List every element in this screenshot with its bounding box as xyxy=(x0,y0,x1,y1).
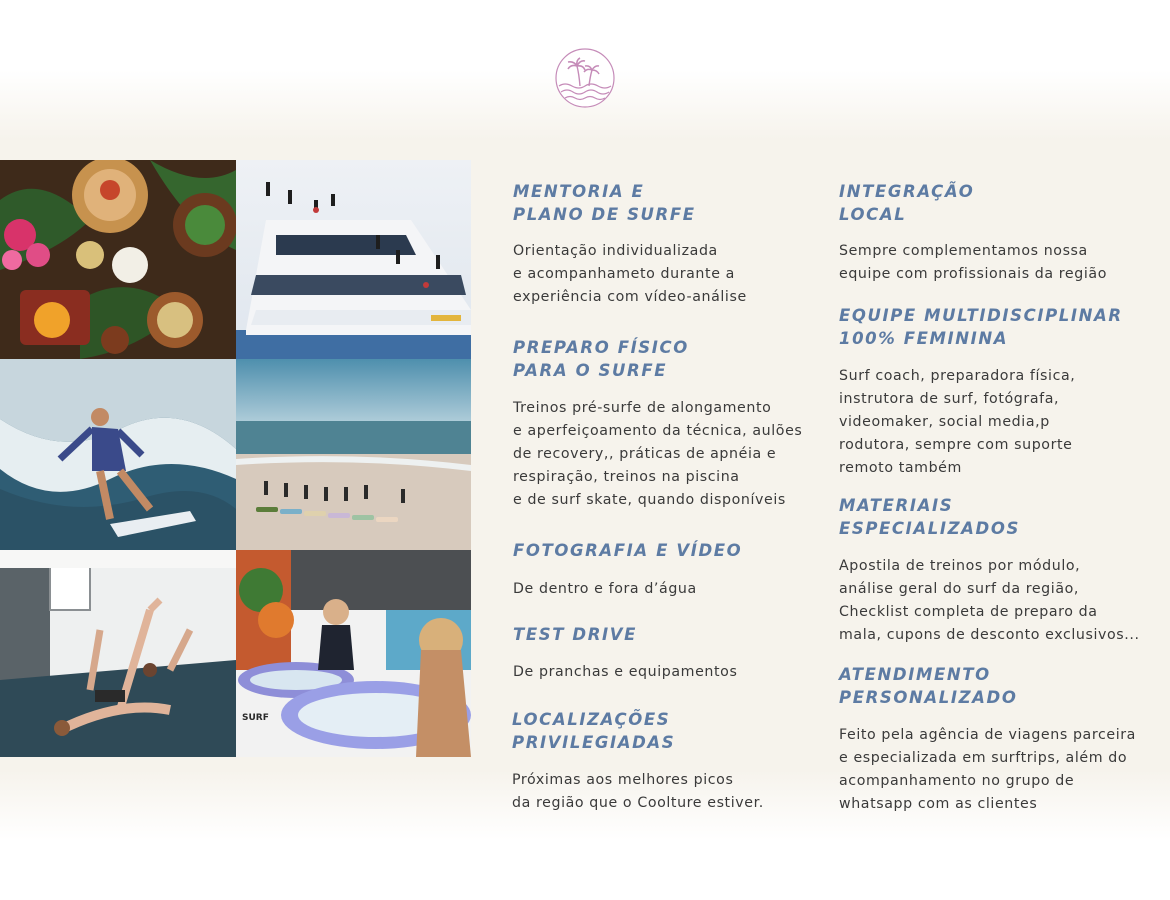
feature-title: EQUIPE MULTIDISCIPLINAR 100% FEMININA xyxy=(839,306,1123,348)
feature-title: TEST DRIVE xyxy=(513,625,637,644)
food-spread-photo xyxy=(0,160,236,359)
feature-description: Sempre complementamos nossa equipe com profissionais da região xyxy=(839,243,1107,282)
feature-description: Orientação individualizada e acompanhameto durante a experiência com vídeo-análise xyxy=(513,243,747,305)
features-right-column xyxy=(839,180,1159,816)
feature-description: Feito pela agência de viagens parceira e especializada em surftrips, além do acompanhamento no grupo de whatsapp com as clientes xyxy=(839,727,1136,812)
feature-atendimento xyxy=(839,663,1159,816)
ice-bath-photo xyxy=(236,550,471,757)
feature-title: FOTOGRAFIA E VÍDEO xyxy=(513,541,743,560)
feature-fotografia xyxy=(513,539,813,601)
feature-title: PREPARO FÍSICO PARA O SURFE xyxy=(513,338,689,380)
logo-icon xyxy=(553,46,617,110)
feature-description: De dentro e fora d’água xyxy=(513,581,697,597)
palm-sun-waves-logo xyxy=(553,46,617,110)
feature-description: Próximas aos melhores picos da região que o Coolture estiver. xyxy=(512,772,764,811)
feature-materiais xyxy=(839,494,1159,647)
feature-integracao xyxy=(839,180,1159,286)
feature-mentoria xyxy=(513,180,813,309)
svg-text:SURF: SURF xyxy=(242,713,269,723)
feature-localizacoes xyxy=(512,708,813,815)
yoga-stretch-photo xyxy=(0,550,236,757)
feature-preparo-fisico xyxy=(513,336,813,512)
feature-title: LOCALIZAÇÕES PRIVILEGIADAS xyxy=(512,710,676,752)
feature-description: Surf coach, preparadora física, instrutora de surf, fotógrafa, videomaker, social media,p rodutora, sempre com suporte remoto também xyxy=(839,368,1076,476)
feature-test-drive xyxy=(513,623,813,684)
feature-description: Apostila de treinos por módulo, análise geral do surf da região, Checklist completa de preparo da mala, cupons de desconto exclusivos... xyxy=(839,558,1140,643)
feature-description: De pranchas e equipamentos xyxy=(513,664,738,680)
photo-collage xyxy=(0,160,471,757)
yacht-jump-photo xyxy=(236,160,471,359)
feature-description: Treinos pré-surfe de alongamento e aperfeiçoamento da técnica, aulões de recovery,, práticas de apnéia e respiração, treinos na piscina e de surf skate, quando disponíveis xyxy=(513,400,803,508)
feature-title: ATENDIMENTO PERSONALIZADO xyxy=(839,665,1018,707)
feature-equipe xyxy=(839,304,1159,480)
feature-title: MENTORIA E PLANO DE SURFE xyxy=(513,182,696,224)
feature-title: INTEGRAÇÃO LOCAL xyxy=(839,182,975,224)
beach-class-photo xyxy=(236,359,471,550)
features-left-column xyxy=(513,180,813,815)
feature-title: MATERIAIS ESPECIALIZADOS xyxy=(839,496,1020,538)
surfer-wave-photo xyxy=(0,359,236,550)
